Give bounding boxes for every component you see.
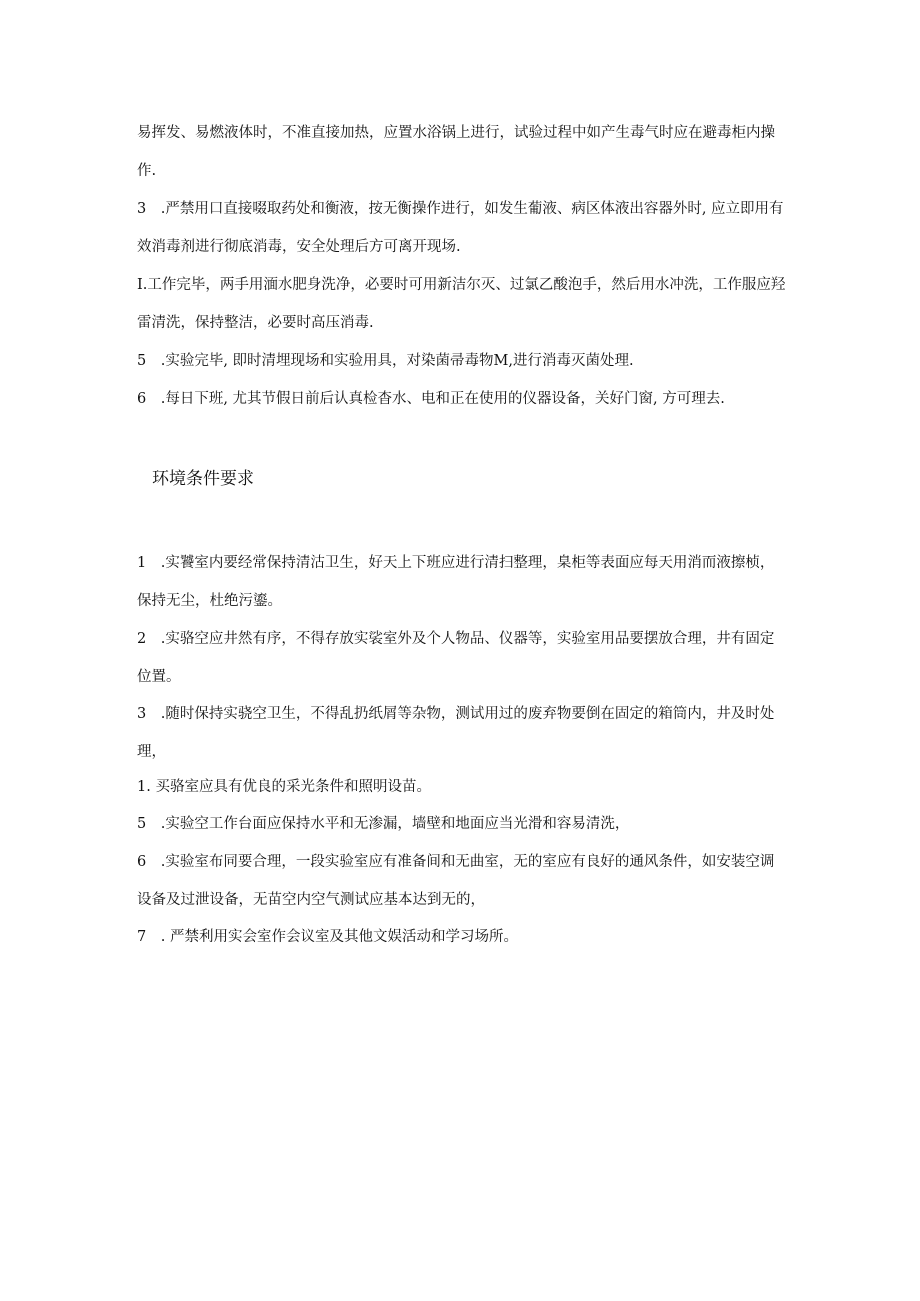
paragraph-item-5: 5 .实验完毕, 即时清埋现场和实验用具，对染菌帚毒物M,进行消毒灭菌处理. (137, 353, 634, 369)
paragraph-item-6: 6 .每日下班, 尤其节假日前后认真检杳水、电和正在使用的仪器设备，关好门窗, 方可理去. (137, 391, 725, 407)
section-heading: 环境条件要求 (152, 469, 254, 489)
env-item-1: 1 .实饕室内要经常保持清沽卫生，好天上下班应进行清扫整理，臬柜等表面应每天用消而液擦桢，保持无尘，杜绝污鎏。 (137, 555, 775, 609)
env-item-5: 5 .实验空工作台面应保持水平和无渗漏，墙壁和地面应当光滑和容易清洗， (137, 816, 630, 832)
paragraph-item-4: I.工作完毕，两手用湎水肥身洗净，必要时可用新洁尔灭、过氯乙酸泡手，然后用水冲洗，工作服应羟雷清洗，保持整洁，必要时高压消毒. (137, 277, 786, 331)
env-item-7: 7 . 严禁利用实会室作会议室及其他文娱活动和学习场所。 (137, 929, 518, 945)
env-item-3: 3 .随时保持实骁空卫生，不得乱扔纸屑等杂物，测试用过的废弃物要倒在固定的箱筒内，井及时处理， (137, 706, 775, 760)
paragraph-item-3: 3 .严禁用口直接啜取药处和衡液，按无衡操作进行，如发生葡液、病区体液出容器外时, 应立即用有效消毒剂进行彻底消毒，安全处理后方可离开现场. (137, 201, 784, 255)
paragraph-continuation: 易挥发、易燃液体时，不准直接加热，应置水浴锅上进行，试验过程中如产生毒气时应在避毒柜内操作. (137, 125, 775, 179)
env-item-6: 6 .实验室布同要合理，一段实验室应有准备间和无曲室，无的室应有良好的通风条件，如安装空调设备及过泄设备，无苗空内空气测试应基本达到无的， (137, 854, 775, 908)
env-item-4: 1. 买骆室应具有优良的采光条件和照明设苗。 (137, 779, 431, 795)
env-item-2: 2 .实骆空应井然有序，不得存放实裟室外及个人物品、仪器等，实验室用品要摆放合理，井有固定位置。 (137, 631, 775, 685)
